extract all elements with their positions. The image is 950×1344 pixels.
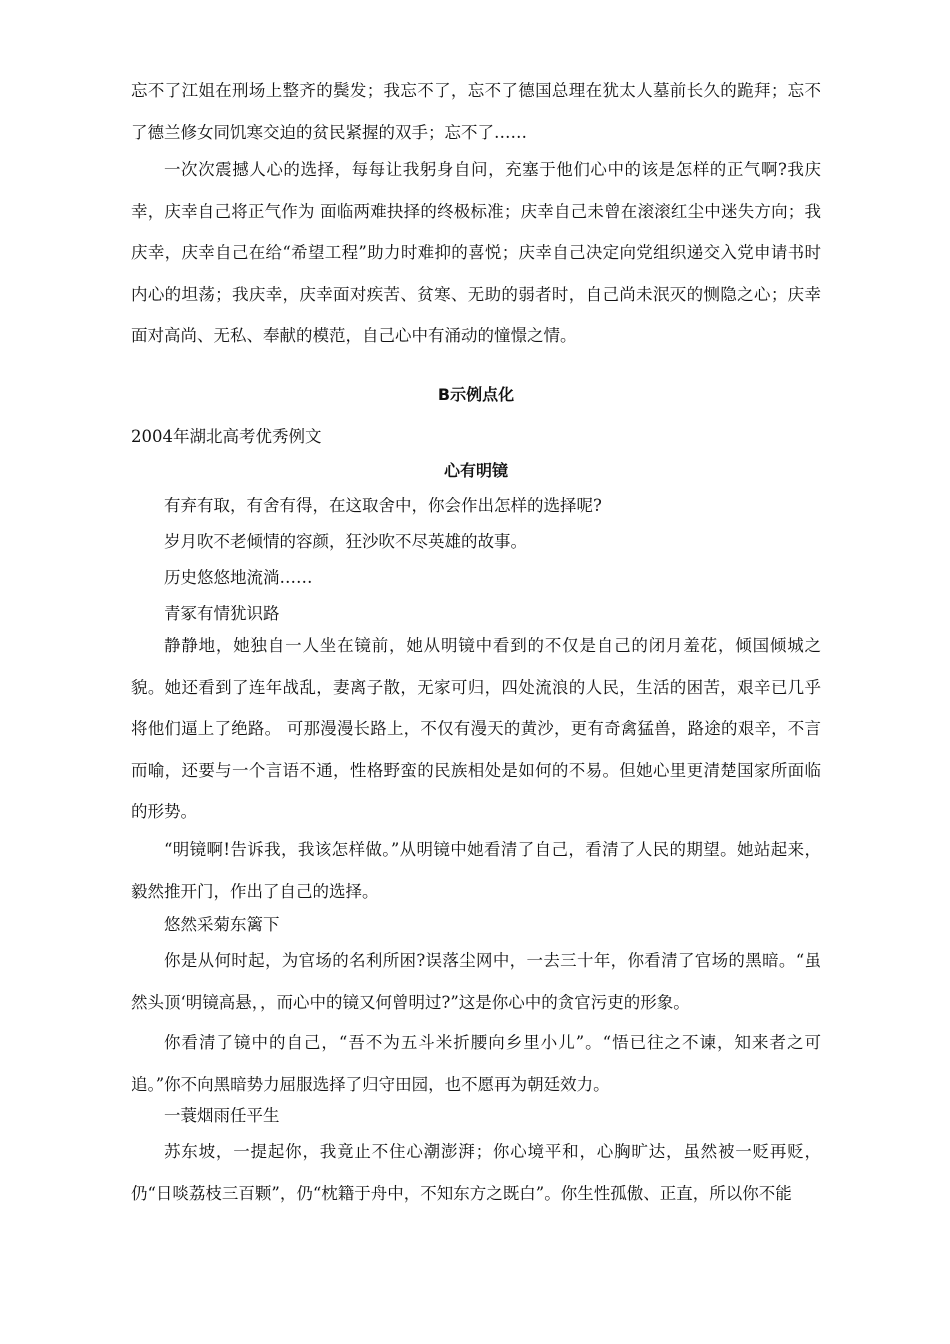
source-line: 2004年湖北高考优秀例文 — [131, 427, 322, 446]
essay-paragraph-5: 静静地，她独自一人坐在镜前，她从明镜中看到的不仅是自己的闭月羞花，倾国倾城之貌。她还看到了连年战乱，妻离子散，无家可归，四处流浪的人民，生活的困苦，艰辛已几乎将他们逼上了绝路。 可那漫漫长路上，不仅有漫天的黄沙，更有奇禽猛兽，路途的艰辛，不言而喻，还要与一个言语不通，性格野蛮的民族相处是如何的不易。但她心里更清楚国家所面临的形势。 — [131, 636, 821, 821]
essay-paragraph-6: “明镜啊!告诉我，我该怎样做。”从明镜中她看清了自己，看清了人民的期望。她站起来，毅然推开门，作出了自己的选择。 — [131, 840, 821, 901]
section-title: B示例点化 — [437, 385, 515, 404]
essay-subheading-3: 一蓑烟雨任平生 — [164, 1106, 280, 1125]
essay-title: 心有明镜 — [443, 461, 508, 480]
essay-paragraph-9: 你看清了镜中的自己，“吾不为五斗米折腰向乡里小儿”。“悟已往之不谏，知来者之可追。”你不向黑暗势力屈服选择了归守田园，也不愿再为朝廷效力。 — [131, 1033, 821, 1094]
paragraph-2: 一次次震撼人心的选择，每每让我躬身自问，充塞于他们心中的该是怎样的正气啊?我庆幸，庆幸自己将正气作为 面临两难抉择的终极标准；庆幸自己未曾在滚滚红尘中迷失方向；我庆幸，庆幸自己在给“希望工程”助力时难抑的喜悦；庆幸自己决定向党组织递交入党申请书时内心的坦荡；我庆幸，庆幸面对疾苦、贫寒、无助的弱者时，自己尚未泯灭的恻隐之心；庆幸面对高尚、无私、奉献的模范，自己心中有涌动的憧憬之情。 — [131, 160, 821, 345]
paragraph-1: 忘不了江姐在刑场上整齐的鬓发；我忘不了，忘不了德国总理在犹太人墓前长久的跪拜；忘不了德兰修女同饥寒交迫的贫民紧握的双手；忘不了…… — [131, 81, 821, 142]
essay-line-3: 历史悠悠地流淌…… — [164, 568, 313, 587]
essay-subheading-1: 青冢有情犹识路 — [164, 604, 280, 623]
essay-subheading-2: 悠然采菊东篱下 — [164, 915, 280, 934]
essay-paragraph-11: 苏东坡，一提起你，我竟止不住心潮澎湃；你心境平和，心胸旷达，虽然被一贬再贬，仍“日啖荔枝三百颗”，仍“枕籍于舟中，不知东方之既白”。你生性孤傲、正直，所以你不能 — [131, 1142, 821, 1203]
essay-line-1: 有弃有取，有舍有得，在这取舍中，你会作出怎样的选择呢? — [164, 496, 602, 515]
essay-line-2: 岁月吹不老倾情的容颜，狂沙吹不尽英雄的故事。 — [164, 532, 527, 551]
essay-paragraph-8: 你是从何时起，为官场的名利所困?误落尘网中，一去三十年，你看清了官场的黑暗。“虽然头顶‘明镜高悬，，而心中的镜又何曾明过?”这是你心中的贪官污吏的形象。 — [131, 951, 821, 1012]
